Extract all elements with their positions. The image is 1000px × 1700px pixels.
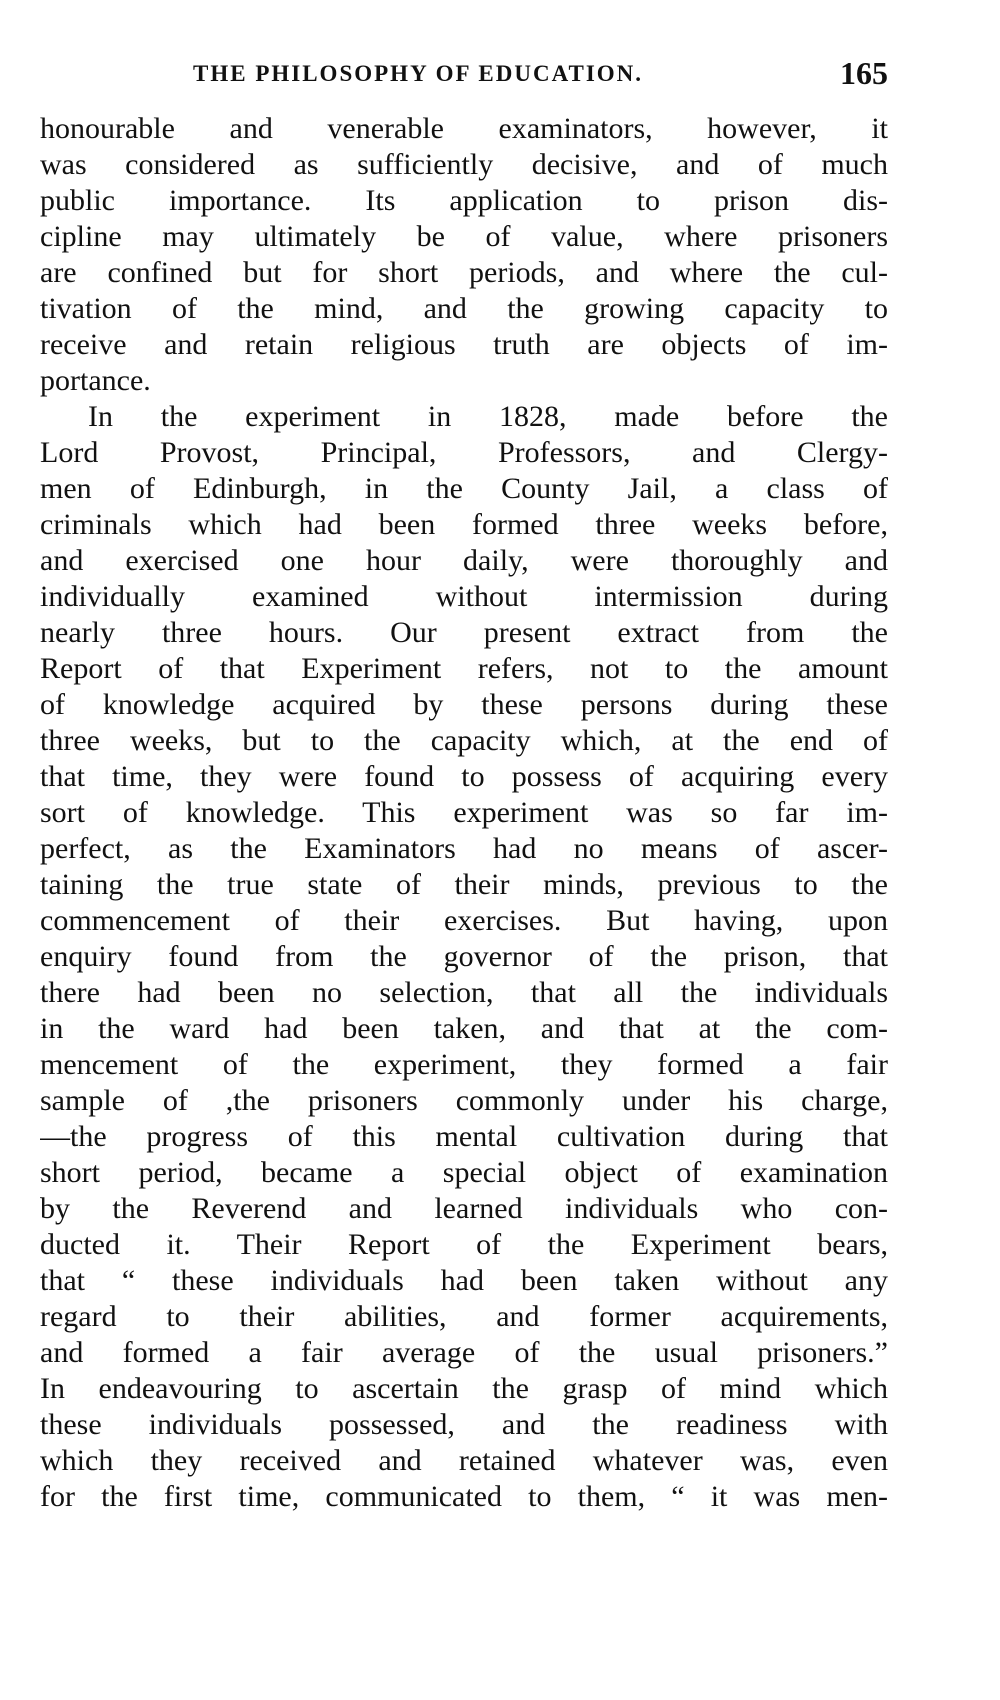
text-line: in the ward had been taken, and that at the com- xyxy=(40,1012,888,1045)
text-line: was considered as sufficiently decisive, and of much xyxy=(40,148,888,181)
text-line: perfect, as the Examinators had no means of ascer- xyxy=(40,832,888,865)
paragraph-1 xyxy=(40,111,888,399)
text-line: nearly three hours. Our present extract from the xyxy=(40,616,888,649)
text-line: these individuals possessed, and the readiness with xyxy=(40,1408,888,1441)
text-line: Lord Provost, Principal, Professors, and Clergy- xyxy=(40,436,888,469)
page-number: 165 xyxy=(840,55,888,91)
text-line: tivation of the mind, and the growing capacity to xyxy=(40,292,888,325)
text-line: men of Edinburgh, in the County Jail, a class of xyxy=(40,472,888,505)
text-line: commencement of their exercises. But having, upon xyxy=(40,904,888,937)
text-line: Report of that Experiment refers, not to the amount xyxy=(40,652,888,685)
text-line: short period, became a special object of examination xyxy=(40,1156,888,1189)
text-line: enquiry found from the governor of the prison, that xyxy=(40,940,888,973)
text-line: public importance. Its application to prison dis- xyxy=(40,184,888,217)
text-line: —the progress of this mental cultivation during that xyxy=(40,1120,888,1153)
running-head xyxy=(40,55,888,99)
text-line: there had been no selection, that all the individuals xyxy=(40,976,888,1009)
text-line: taining the true state of their minds, previous to the xyxy=(40,868,888,901)
text-line: that “ these individuals had been taken without any xyxy=(40,1264,888,1297)
paragraph-2 xyxy=(40,399,888,1515)
text-line: honourable and venerable examinators, however, it xyxy=(40,112,888,145)
text-line: receive and retain religious truth are objects of im- xyxy=(40,328,888,361)
running-title: THE PHILOSOPHY OF EDUCATION. xyxy=(193,61,644,86)
text-line: sort of knowledge. This experiment was so far im- xyxy=(40,796,888,829)
text-line: In the experiment in 1828, made before the xyxy=(88,400,888,433)
text-line: sample of ,the prisoners commonly under his charge, xyxy=(40,1084,888,1117)
text-line: individually examined without intermission during xyxy=(40,580,888,613)
text-line: are confined but for short periods, and where the cul- xyxy=(40,256,888,289)
text-line: for the first time, communicated to them, “ it was men- xyxy=(40,1480,888,1513)
text-line: In endeavouring to ascertain the grasp of mind which xyxy=(40,1372,888,1405)
text-line: ducted it. Their Report of the Experiment bears, xyxy=(40,1228,888,1261)
text-line: regard to their abilities, and former acquirements, xyxy=(40,1300,888,1333)
text-line: portance. xyxy=(40,364,151,397)
text-line: cipline may ultimately be of value, where prisoners xyxy=(40,220,888,253)
text-line: three weeks, but to the capacity which, at the end of xyxy=(40,724,888,757)
body-text xyxy=(40,111,888,1515)
text-line: that time, they were found to possess of acquiring every xyxy=(40,760,888,793)
text-line: mencement of the experiment, they formed a fair xyxy=(40,1048,888,1081)
text-line: and formed a fair average of the usual prisoners.” xyxy=(40,1336,888,1369)
text-line: criminals which had been formed three weeks before, xyxy=(40,508,888,541)
text-line: which they received and retained whatever was, even xyxy=(40,1444,888,1477)
text-line: and exercised one hour daily, were thoroughly and xyxy=(40,544,888,577)
text-line: by the Reverend and learned individuals who con- xyxy=(40,1192,888,1225)
text-line: of knowledge acquired by these persons during these xyxy=(40,688,888,721)
